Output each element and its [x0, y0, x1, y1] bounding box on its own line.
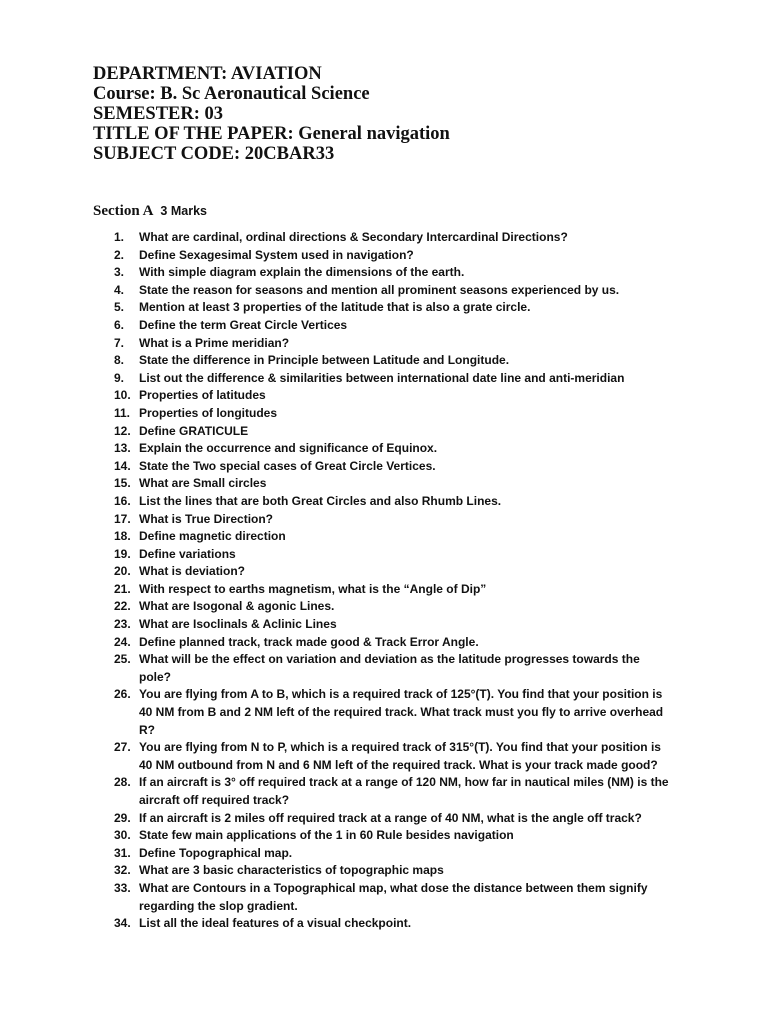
question-text: What is deviation? [139, 564, 246, 579]
question-item [114, 299, 674, 317]
question-list [114, 229, 674, 933]
semester-line: SEMESTER: 03 [93, 104, 224, 124]
question-text: List out the difference & similarities between international date line and anti-meridian [139, 370, 625, 385]
question-text: What is a Prime meridian? [139, 335, 290, 350]
question-text: Define planned track, track made good & Track Error Angle. [139, 634, 479, 649]
question-text: You are flying from A to B, which is a required track of 125°(T). You find that your position is 40 NM from B and 2 NM left of the required track. What track must you fly to arrive overhead R? [139, 687, 664, 737]
question-number: 33. [114, 880, 131, 895]
question-item [114, 563, 674, 581]
question-number: 7. [114, 335, 125, 350]
question-text: Mention at least 3 properties of the latitude that is also a grate circle. [139, 300, 531, 315]
question-text: Define Sexagesimal System used in navigation? [139, 247, 414, 262]
question-item [114, 370, 674, 388]
question-text: What are cardinal, ordinal directions & Secondary Intercardinal Directions? [139, 230, 568, 244]
question-item [114, 915, 674, 933]
question-item [114, 827, 674, 845]
subject-code-line: SUBJECT CODE: 20CBAR33 [93, 144, 335, 164]
question-item [114, 317, 674, 335]
question-number: 30. [114, 828, 131, 843]
question-text: What are Small circles [139, 476, 267, 491]
question-item [114, 528, 674, 546]
question-number: 3. [114, 265, 125, 280]
question-text: What are 3 basic characteristics of topographic maps [139, 863, 444, 878]
question-number: 25. [114, 652, 131, 667]
question-number: 26. [114, 687, 131, 702]
question-number: 21. [114, 581, 131, 596]
question-text: If an aircraft is 2 miles off required track at a range of 40 NM, what is the angle off track? [139, 810, 642, 825]
question-item [114, 634, 674, 652]
question-text: List the lines that are both Great Circles and also Rhumb Lines. [139, 493, 502, 508]
question-text: List all the ideal features of a visual checkpoint. [139, 916, 412, 931]
question-text: If an aircraft is 3° off required track at a range of 120 NM, how far in nautical miles (NM) is the aircraft off required track? [139, 775, 669, 807]
question-item [114, 440, 674, 458]
question-text: Properties of latitudes [139, 388, 266, 403]
question-item [114, 862, 674, 880]
question-text: State the Two special cases of Great Circle Vertices. [139, 458, 436, 473]
question-item [114, 335, 674, 353]
question-number: 22. [114, 599, 131, 614]
paper-header [93, 64, 450, 164]
question-number: 1. [114, 230, 125, 244]
question-text: Define the term Great Circle Vertices [139, 317, 348, 332]
question-text: Explain the occurrence and significance of Equinox. [139, 441, 438, 456]
question-text: State the reason for seasons and mention all prominent seasons experienced by us. [139, 282, 620, 297]
question-number: 12. [114, 423, 131, 438]
question-text: With simple diagram explain the dimensions of the earth. [139, 265, 465, 280]
question-item [114, 774, 674, 809]
course-line: Course: B. Sc Aeronautical Science [93, 84, 370, 104]
question-text: What are Isogonal & agonic Lines. [139, 599, 335, 614]
department-line: DEPARTMENT: AVIATION [93, 64, 322, 84]
question-number: 27. [114, 740, 131, 755]
question-item [114, 387, 674, 405]
question-number: 24. [114, 634, 131, 649]
question-text: You are flying from N to P, which is a required track of 315°(T). You find that your position is 40 NM outbound from N and 6 NM left of the required track. What is your track made good? [139, 740, 661, 772]
question-number: 11. [114, 405, 131, 420]
question-item [114, 686, 674, 739]
question-text: What is True Direction? [139, 511, 274, 526]
question-number: 6. [114, 317, 125, 332]
question-text: Define magnetic direction [139, 529, 286, 544]
question-text: What will be the effect on variation and deviation as the latitude progresses towards the pole? [139, 652, 640, 684]
question-number: 10. [114, 388, 131, 403]
question-number: 23. [114, 617, 131, 632]
question-text: Define variations [139, 546, 236, 561]
question-item [114, 282, 674, 300]
question-number: 18. [114, 529, 131, 544]
question-number: 19. [114, 546, 131, 561]
question-number: 15. [114, 476, 131, 491]
question-number: 4. [114, 282, 125, 297]
question-item [114, 493, 674, 511]
question-item [114, 405, 674, 423]
question-number: 34. [114, 916, 131, 931]
question-number: 17. [114, 511, 131, 526]
question-text: Define GRATICULE [139, 423, 249, 438]
question-number: 32. [114, 863, 131, 878]
question-number: 16. [114, 493, 131, 508]
question-text: Properties of longitudes [139, 405, 278, 420]
question-item [114, 475, 674, 493]
question-text: What are Isoclinals & Aclinic Lines [139, 617, 337, 632]
paper-title-line: TITLE OF THE PAPER: General navigation [93, 124, 450, 144]
question-number: 5. [114, 300, 125, 315]
question-number: 29. [114, 810, 131, 825]
question-item [114, 651, 674, 686]
question-item [114, 880, 674, 915]
question-number: 14. [114, 458, 131, 473]
section-marks: 3 Marks [160, 204, 207, 218]
question-text: With respect to earths magnetism, what is the “Angle of Dip” [139, 581, 487, 596]
question-text: State the difference in Principle between Latitude and Longitude. [139, 353, 510, 368]
question-number: 13. [114, 441, 131, 456]
question-item [114, 264, 674, 282]
question-item [114, 581, 674, 599]
section-name: Section A [93, 203, 154, 219]
question-number: 31. [114, 845, 131, 860]
question-item [114, 511, 674, 529]
question-item [114, 616, 674, 634]
question-number: 8. [114, 353, 125, 368]
question-item [114, 598, 674, 616]
question-item [114, 810, 674, 828]
section-heading [93, 202, 207, 220]
question-number: 9. [114, 370, 125, 385]
question-text: Define Topographical map. [139, 845, 293, 860]
question-number: 20. [114, 564, 131, 579]
question-item [114, 423, 674, 441]
question-item [114, 845, 674, 863]
question-item [114, 229, 674, 247]
question-item [114, 739, 674, 774]
question-text: State few main applications of the 1 in 60 Rule besides navigation [139, 828, 514, 843]
question-item [114, 352, 674, 370]
question-number: 28. [114, 775, 131, 790]
question-item [114, 458, 674, 476]
question-text: What are Contours in a Topographical map, what dose the distance between them signify regarding the slop gradient. [139, 880, 648, 913]
question-item [114, 247, 674, 265]
question-number: 2. [114, 247, 125, 262]
question-item [114, 546, 674, 564]
